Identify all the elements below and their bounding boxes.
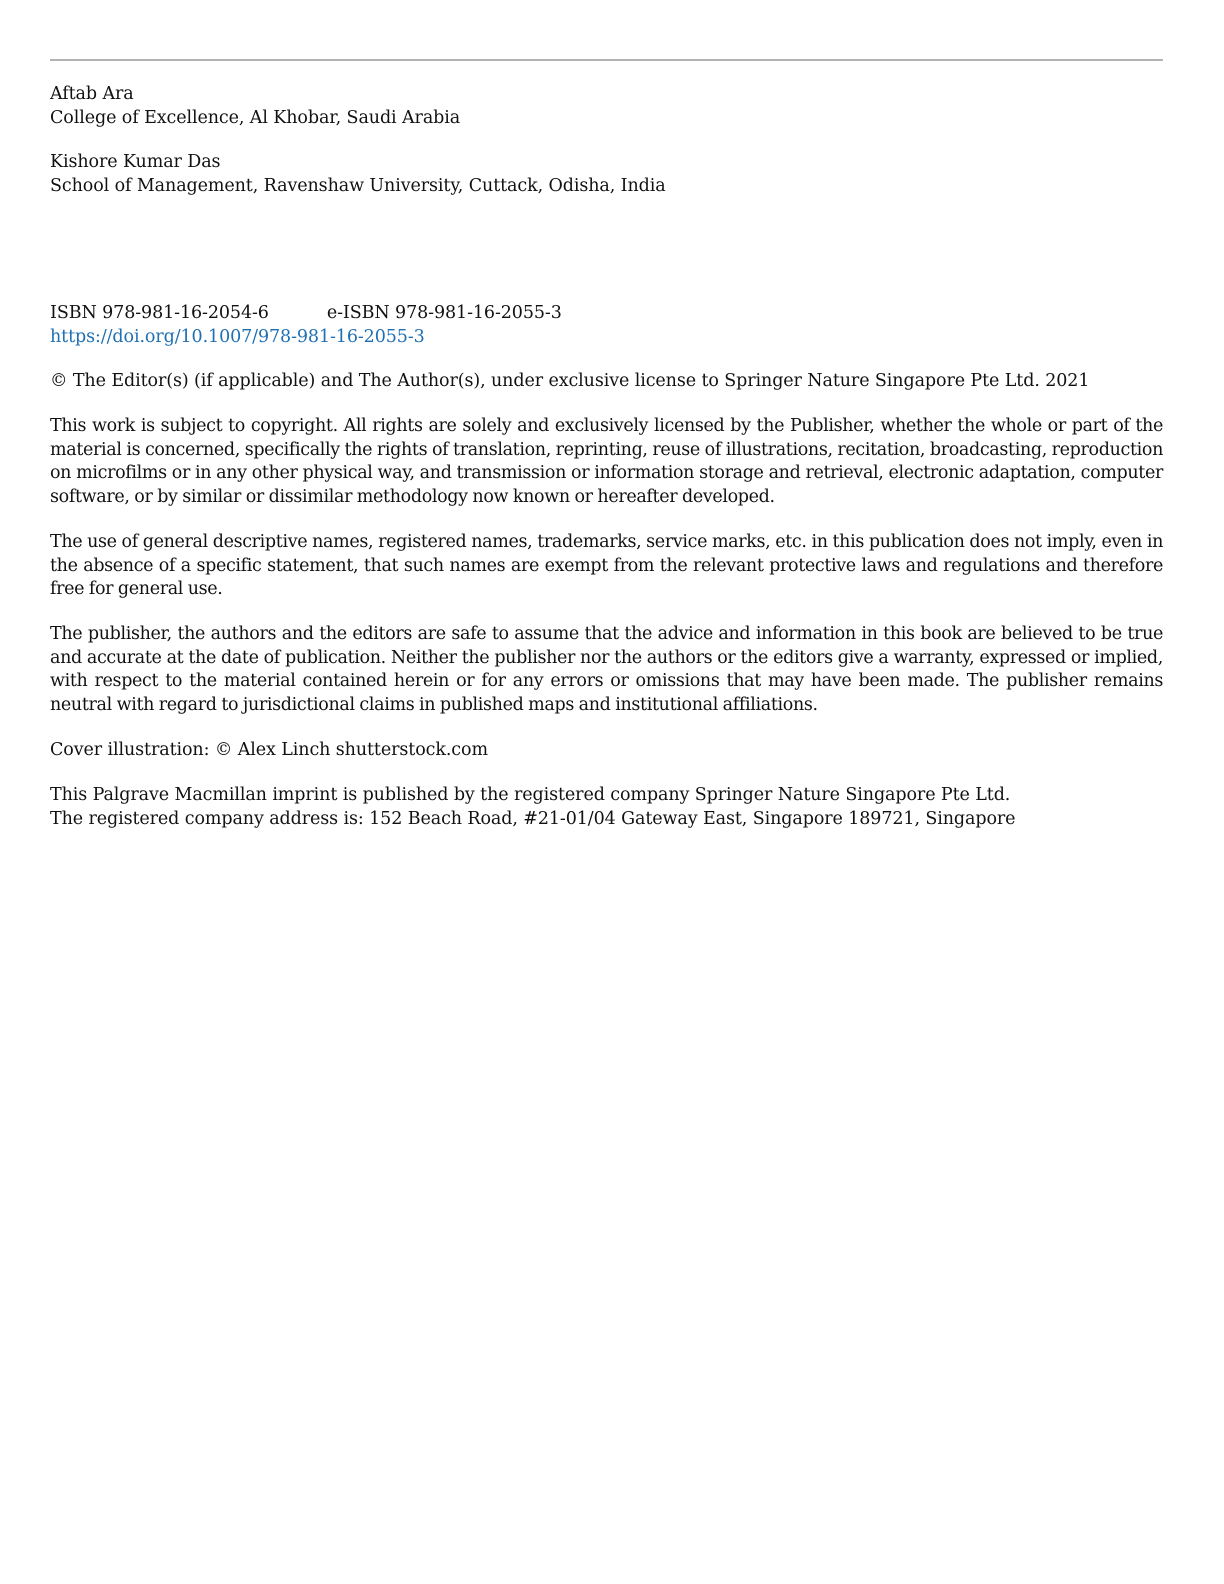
author-name: Kishore Kumar Das: [50, 152, 221, 172]
imprint-block: [50, 784, 1163, 831]
copyright-notice: © The Editor(s) (if applicable) and The Author(s), under exclusive license to Springer Nature Singapore Pte Ltd. 2021: [50, 371, 1090, 391]
company-address: The registered company address is: 152 Beach Road, #21-01/04 Gateway East, Singapore 189721, Singapore: [50, 808, 1016, 829]
imprint-statement: This Palgrave Macmillan imprint is published by the registered company Springer Nature Singapore Pte Ltd.: [50, 785, 1011, 805]
author-2: [50, 151, 1163, 198]
isbn-block: [50, 302, 1163, 349]
trademark-paragraph: The use of general descriptive names, registered names, trademarks, service marks, etc. in this publication does not imply, even in the absence of a specific statement, that such names are exempt from the relevant protective laws and regulations and therefore free for general use.: [50, 532, 1163, 600]
doi-link[interactable]: https://doi.org/10.1007/978-981-16-2055-3: [50, 326, 425, 347]
author-affiliation: School of Management, Ravenshaw University, Cuttack, Odisha, India: [50, 175, 666, 196]
author-1: [50, 83, 1163, 130]
top-rule: [50, 59, 1163, 61]
rights-paragraph: This work is subject to copyright. All rights are solely and exclusively licensed by the Publisher, whether the whole or part of the material is concerned, specifically the rights of translation, reprinting, reuse of illustrations, recitation, broadcasting, reproduction on microfilms or in any other physical way, and transmission or information storage and retrieval, electronic adaptation, computer software, or by similar or dissimilar methodology now known or hereafter developed.: [50, 416, 1163, 507]
cover-illustration-credit: Cover illustration: © Alex Linch shutterstock.com: [50, 740, 488, 760]
disclaimer-paragraph: The publisher, the authors and the editors are safe to assume that the advice and information in this book are believed to be true and accurate at the date of publication. Neither the publisher nor the authors or the editors give a warranty, expressed or implied, with respect to the material contained herein or for any errors or omissions that may have been made. The publisher remains neutral with regard to jurisdictional claims in published maps and institutional affiliations.: [50, 624, 1163, 715]
author-affiliation: College of Excellence, Al Khobar, Saudi Arabia: [50, 107, 461, 128]
print-isbn: ISBN 978-981-16-2054-6: [50, 303, 269, 323]
author-name: Aftab Ara: [50, 84, 134, 104]
electronic-isbn: e-ISBN 978-981-16-2055-3: [326, 303, 562, 323]
